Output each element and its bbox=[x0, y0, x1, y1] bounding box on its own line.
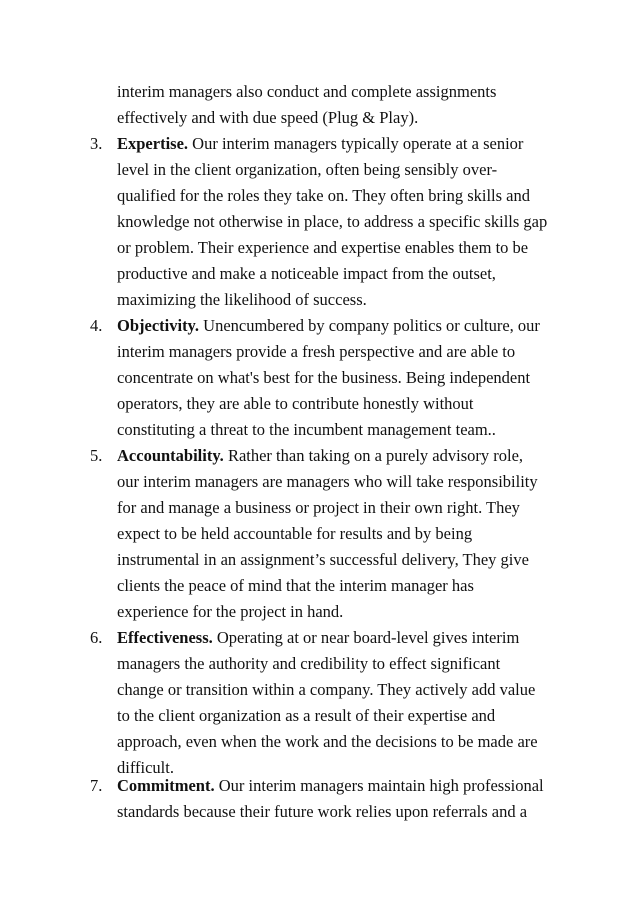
text-line: operators, they are able to contribute honestly without bbox=[117, 394, 474, 413]
list-number: 7. bbox=[90, 776, 103, 795]
list-item-first-line bbox=[117, 776, 544, 796]
list-item-first-line bbox=[117, 628, 519, 648]
text-line: instrumental in an assignment’s successful delivery, They give bbox=[117, 550, 529, 569]
item-term: Objectivity. bbox=[117, 316, 200, 335]
text-line: interim managers also conduct and complete assignments bbox=[117, 82, 497, 101]
text-line: level in the client organization, often being sensibly over- bbox=[117, 160, 498, 179]
item-term: Accountability. bbox=[117, 446, 224, 465]
text-line: constituting a threat to the incumbent management team.. bbox=[117, 420, 496, 439]
text-line: maximizing the likelihood of success. bbox=[117, 290, 367, 309]
text-line: knowledge not otherwise in place, to address a specific skills gap bbox=[117, 212, 548, 231]
text-line: interim managers provide a fresh perspective and are able to bbox=[117, 342, 516, 361]
text-line: for and manage a business or project in their own right. They bbox=[117, 498, 520, 517]
list-number: 5. bbox=[90, 446, 103, 465]
item-text: Our interim managers maintain high professional bbox=[214, 776, 544, 795]
text-line: managers the authority and credibility to effect significant bbox=[117, 654, 501, 673]
text-line: to the client organization as a result of their expertise and bbox=[117, 706, 496, 725]
text-line: expect to be held accountable for results and by being bbox=[117, 524, 473, 543]
list-item-first-line bbox=[117, 316, 540, 336]
list-item-first-line bbox=[117, 446, 523, 466]
text-line: difficult. bbox=[117, 758, 174, 777]
text-line: standards because their future work relies upon referrals and a bbox=[117, 802, 528, 821]
item-term: Commitment. bbox=[117, 776, 215, 795]
list-item-first-line bbox=[117, 134, 523, 154]
text-line: our interim managers are managers who will take responsibility bbox=[117, 472, 538, 491]
text-line: productive and make a noticeable impact from the outset, bbox=[117, 264, 496, 283]
text-line: experience for the project in hand. bbox=[117, 602, 344, 621]
item-term: Effectiveness. bbox=[117, 628, 213, 647]
item-text: Rather than taking on a purely advisory role, bbox=[223, 446, 524, 465]
item-term: Expertise. bbox=[117, 134, 189, 153]
text-line: clients the peace of mind that the interim manager has bbox=[117, 576, 474, 595]
text-line: concentrate on what's best for the business. Being independent bbox=[117, 368, 531, 387]
text-line: change or transition within a company. They actively add value bbox=[117, 680, 536, 699]
item-text: Our interim managers typically operate at a senior bbox=[188, 134, 524, 153]
text-line: or problem. Their experience and expertise enables them to be bbox=[117, 238, 529, 257]
item-text: Unencumbered by company politics or culture, our bbox=[199, 316, 540, 335]
text-line: qualified for the roles they take on. They often bring skills and bbox=[117, 186, 531, 205]
list-number: 6. bbox=[90, 628, 103, 647]
text-line: approach, even when the work and the decisions to be made are bbox=[117, 732, 538, 751]
list-number: 4. bbox=[90, 316, 103, 335]
list-number: 3. bbox=[90, 134, 103, 153]
item-text: Operating at or near board-level gives interim bbox=[212, 628, 520, 647]
text-line: effectively and with due speed (Plug & Play). bbox=[117, 108, 419, 127]
